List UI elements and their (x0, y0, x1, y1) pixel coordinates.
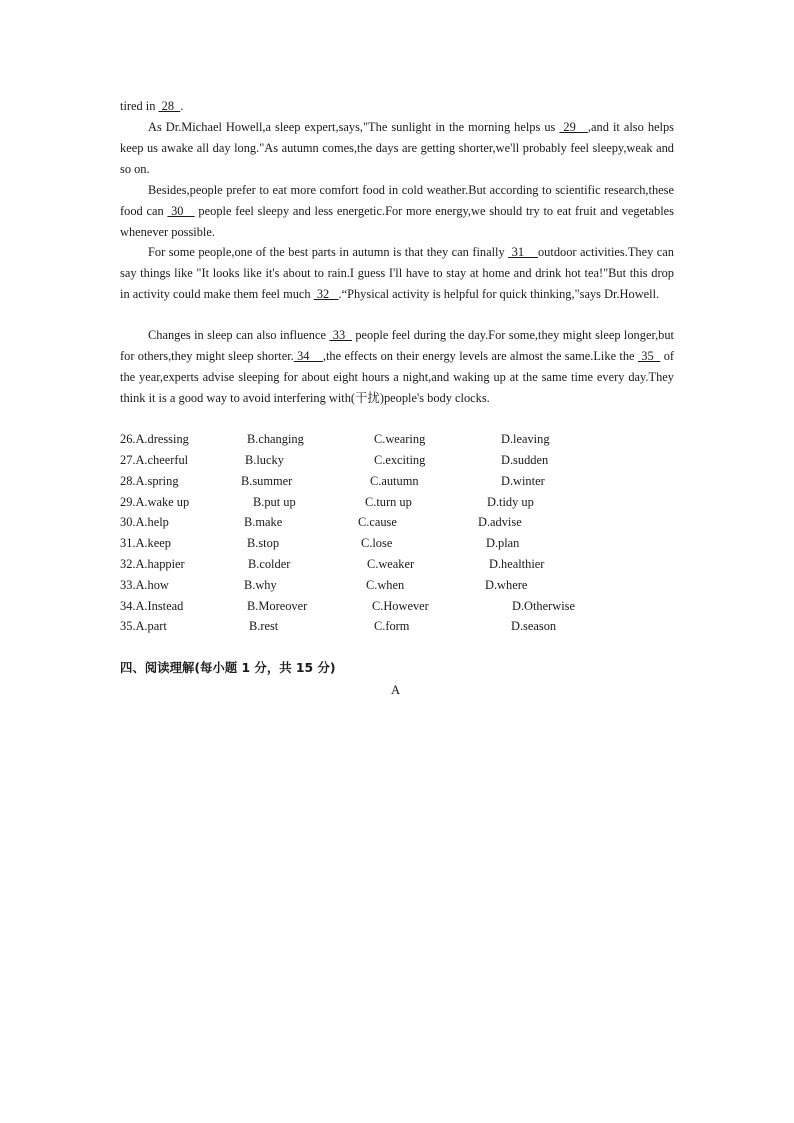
option-d: D.season (511, 619, 557, 633)
option-c: C.cause (358, 515, 397, 529)
option-b: B.why (244, 578, 277, 592)
option-c: C.exciting (374, 453, 426, 467)
option-b: B.make (244, 515, 283, 529)
option-a: 30.A.help (120, 515, 169, 529)
blank-28: 28 (158, 99, 181, 113)
option-d: D.plan (486, 536, 520, 550)
passage-text: tired in (120, 99, 159, 113)
passage-paragraph-1 (120, 117, 674, 180)
passage-paragraph-3 (120, 242, 674, 305)
option-c: C.autumn (370, 474, 419, 488)
passage-text: As Dr.Michael Howell,a sleep expert,says,"The sunlight in the morning helps us (148, 120, 560, 134)
option-d: D.sudden (501, 453, 549, 467)
option-a: 33.A.how (120, 578, 169, 592)
option-a: 32.A.happier (120, 557, 185, 571)
passage-line-0 (120, 96, 674, 117)
passage-text: people feel during the day.For some,they might sleep longer,but for others,they might sleep shorter. (120, 328, 675, 363)
passage-text: outdoor activities.They can say things like "It looks like it's about to rain.I guess I'll have to stay at home and drink hot tea!"But this drop in activity could make them feel much (120, 245, 674, 301)
option-a: 35.A.part (120, 619, 167, 633)
passage-text: of the year,experts advise sleeping for about eight hours a night,and waking up at the same time every day.They think it is a good way to avoid interfering with(干扰)people's body clocks. (120, 348, 675, 405)
option-b: B.changing (247, 432, 304, 446)
option-d: D.winter (501, 474, 545, 488)
blank-33: 33 (329, 328, 352, 342)
option-a: 29.A.wake up (120, 495, 190, 509)
option-c: C.lose (361, 536, 393, 550)
passage-text: Changes in sleep can also influence (148, 328, 330, 342)
blank-35: 35 (637, 348, 661, 363)
option-c: C.weaker (367, 557, 415, 571)
option-d: D.advise (478, 515, 522, 529)
option-c: C.wearing (374, 432, 426, 446)
blank-31: 31 (508, 245, 538, 259)
blank-29: 29 (559, 120, 588, 134)
option-b: B.summer (241, 474, 293, 488)
option-b: B.rest (249, 619, 279, 633)
blank-30: 30 (167, 203, 195, 218)
option-a: 26.A.dressing (120, 432, 189, 446)
option-d: D.tidy up (487, 495, 534, 509)
option-b: B.Moreover (247, 599, 308, 613)
passage-paragraph-2 (120, 180, 674, 243)
passage-paragraph-4 (120, 325, 674, 409)
option-b: B.put up (253, 495, 296, 509)
passage-text: ,and it also helps keep us awake all day long."As autumn comes,the days are getting shorter,we'll probably feel sleepy,weak and so on. (120, 120, 675, 176)
passage-text: ,the effects on their energy levels are almost the same.Like the (322, 348, 638, 363)
option-c: C.turn up (365, 495, 412, 509)
section-heading: 四、阅读理解(每小题 1 分，共 15 分) (120, 660, 336, 675)
option-d: D.healthier (489, 557, 545, 571)
option-b: B.colder (248, 557, 291, 571)
option-a: 34.A.Instead (120, 599, 184, 613)
option-b: B.lucky (245, 453, 284, 467)
option-d: D.where (485, 578, 528, 592)
option-c: C.when (366, 578, 405, 592)
option-a: 27.A.cheerful (120, 453, 189, 467)
option-d: D.leaving (501, 432, 550, 446)
option-b: B.stop (247, 536, 280, 550)
passage-text: . (180, 99, 184, 113)
option-d: D.Otherwise (512, 599, 575, 613)
blank-32: 32 (313, 286, 339, 301)
passage-text: Besides,people prefer to eat more comfort food in cold weather.But according to scientific research,these food can (120, 183, 674, 218)
passage-text: .“Physical activity is helpful for quick thinking,"says Dr.Howell. (338, 286, 660, 301)
blank-34: 34 (293, 348, 323, 363)
option-c: C.form (374, 619, 410, 633)
option-a: 28.A.spring (120, 474, 179, 488)
passage-text: people feel sleepy and less energetic.For more energy,we should try to eat fruit and vegetables whenever possible. (120, 203, 674, 239)
option-c: C.However (372, 599, 429, 613)
passage-label: A (391, 683, 401, 697)
option-a: 31.A.keep (120, 536, 171, 550)
passage-text: For some people,one of the best parts in autumn is that they can finally (148, 245, 509, 259)
